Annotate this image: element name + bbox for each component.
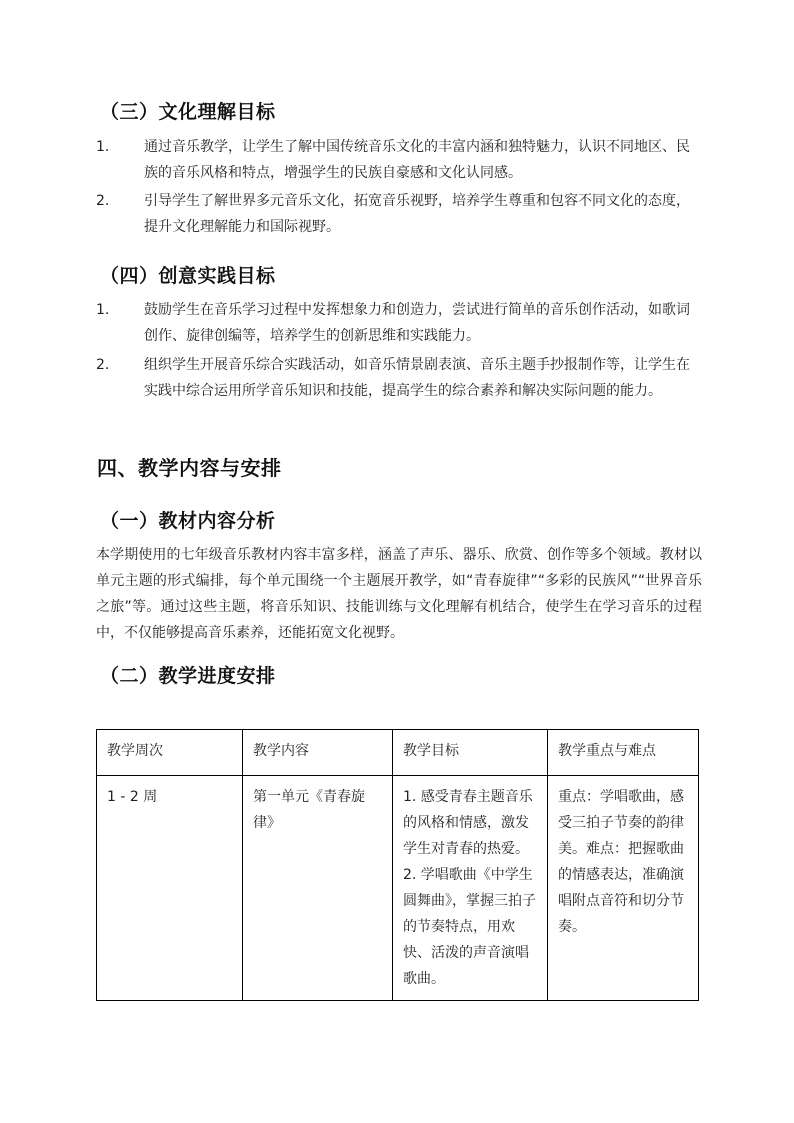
list-item: [96, 188, 702, 240]
goal-item: 1. 感受青春主题音乐的风格和情感，激发学生对青春的热爱。: [403, 789, 533, 857]
schedule-table: [96, 729, 699, 1001]
list-number: 1.: [96, 139, 110, 155]
cell-content: 第一单元《青春旋律》: [243, 776, 393, 1001]
list-text: 鼓励学生在音乐学习过程中发挥想象力和创造力，尝试进行简单的音乐创作活动，如歌词创作、旋律创编等，培养学生的创新思维和实践能力。: [144, 302, 690, 344]
column-header: 教学重点与难点: [548, 730, 699, 776]
list-text: 引导学生了解世界多元音乐文化，拓宽音乐视野，培养学生尊重和包容不同文化的态度，提升文化理解能力和国际视野。: [144, 193, 690, 235]
heading-textbook-analysis: （一）教材内容分析: [100, 510, 276, 532]
list-item: [96, 297, 702, 349]
heading-creative-goals: （四）创意实践目标: [100, 265, 276, 287]
textbook-paragraph: 本学期使用的七年级音乐教材内容丰富多样，涵盖了声乐、器乐、欣赏、创作等多个领域。教材以单元主题的形式编排，每个单元围绕一个主题展开教学，如“青春旋律”“多彩的民族风”“世界音乐之旅”等。通过这些主题，将音乐知识、技能训练与文化理解有机结合，使学生在学习音乐的过程中，不仅能够提高音乐素养，还能拓宽文化视野。: [96, 547, 702, 641]
heading-schedule: （二）教学进度安排: [100, 665, 276, 687]
column-header: 教学周次: [97, 730, 243, 776]
list-item: [96, 352, 702, 430]
table-row: [97, 776, 699, 1001]
cell-focus: 重点：学唱歌曲，感受三拍子节奏的韵律美。难点：把握歌曲的情感表达，准确演唱附点音符和切分节奏。: [548, 776, 699, 1001]
cell-goals: [393, 776, 548, 1001]
heading-teaching-content: 四、教学内容与安排: [97, 456, 282, 480]
list-number: 2.: [96, 193, 110, 209]
cell-week: 1 - 2 周: [97, 776, 243, 1001]
list-text: 组织学生开展音乐综合实践活动，如音乐情景剧表演、音乐主题手抄报制作等，让学生在实践中综合运用所学音乐知识和技能，提高学生的综合素养和解决实际问题的能力。: [144, 357, 690, 399]
goal-item: 2. 学唱歌曲《中学生圆舞曲》，掌握三拍子的节奏特点，用欢快、活泼的声音演唱歌曲。: [403, 867, 536, 987]
list-number: 2.: [96, 357, 110, 373]
column-header: 教学内容: [243, 730, 393, 776]
heading-culture-goals: （三）文化理解目标: [100, 101, 276, 123]
list-item: [96, 134, 702, 186]
table-header-row: [97, 730, 699, 776]
column-header: 教学目标: [393, 730, 548, 776]
list-text: 通过音乐教学，让学生了解中国传统音乐文化的丰富内涵和独特魅力，认识不同地区、民族的音乐风格和特点，增强学生的民族自豪感和文化认同感。: [144, 139, 690, 181]
list-number: 1.: [96, 302, 110, 318]
